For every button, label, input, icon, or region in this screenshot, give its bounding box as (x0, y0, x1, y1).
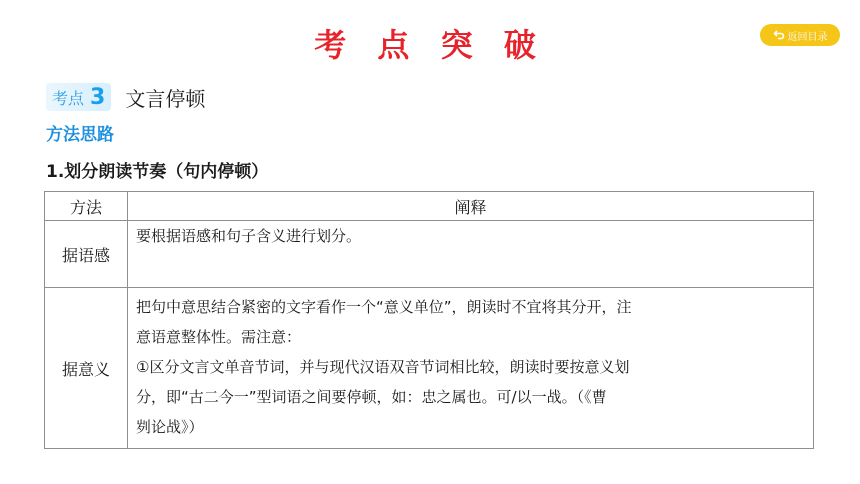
topic-badge (46, 83, 111, 111)
section-heading: 方法思路 (46, 125, 114, 145)
table-row (45, 221, 814, 288)
topic-title: 文言停顿 (125, 86, 206, 111)
column-header-explanation: 阐释 (128, 192, 814, 221)
back-button-label: 返回目录 (787, 31, 828, 43)
topic-tag (46, 82, 205, 112)
explanation-line: ①区分文言文单音节词，并与现代汉语双音节词相比较，朗读时要按意义划 (136, 358, 630, 376)
explanation-line: 刿论战》） (136, 418, 204, 436)
subsection-heading: 1.划分朗读节奏（句内停顿） (46, 162, 269, 182)
back-to-contents-button[interactable] (760, 24, 840, 46)
explanation-line: 把句中意思结合紧密的文字看作一个“意义单位”，朗读时不宜将其分开，注 (136, 298, 632, 316)
method-table (44, 191, 814, 449)
explanation-line: 分，即“古二今一”型词语之间要停顿，如：忠之属也。可/以一战。（《曹 (136, 388, 607, 406)
column-header-method: 方法 (45, 192, 128, 221)
table-header-row (45, 192, 814, 221)
topic-label: 考点 (52, 88, 85, 108)
topic-number: 3 (90, 84, 106, 110)
table-row (45, 288, 814, 449)
return-arrow-icon (773, 29, 785, 41)
explanation-line: 意语意整体性。需注意： (136, 328, 302, 346)
page-title: 考 点 突 破 (314, 26, 546, 64)
explanation-cell (128, 221, 814, 288)
method-cell: 据语感 (45, 221, 128, 288)
explanation-cell (128, 288, 814, 449)
explanation-line: 要根据语感和句子含义进行划分。 (136, 227, 362, 245)
method-cell: 据意义 (45, 288, 128, 449)
